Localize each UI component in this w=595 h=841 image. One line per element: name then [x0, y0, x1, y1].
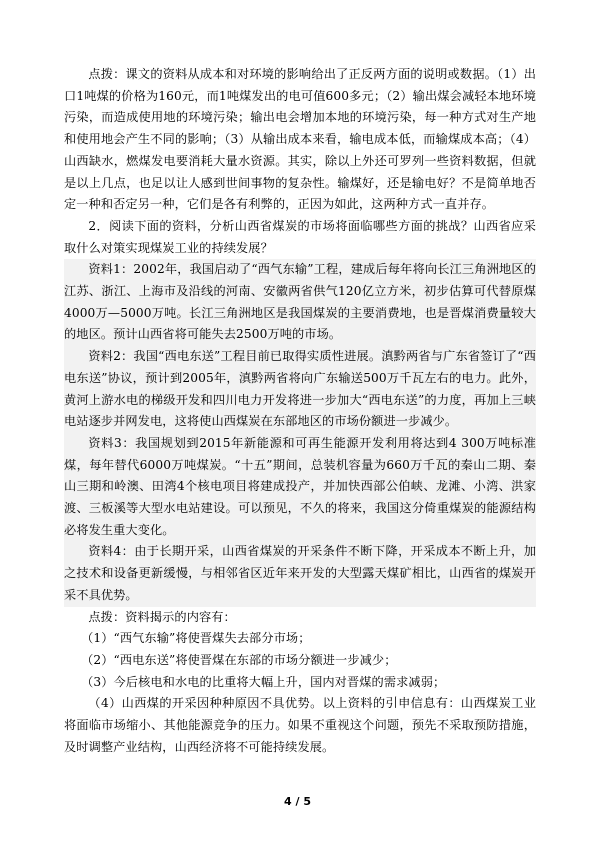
hint-list [64, 628, 536, 693]
paragraph-material-3: 资料3：我国规划到2015年新能源和可再生能源开发利用将达到4 300万吨标准煤，每年替代6000万吨煤炭。“十五”期间，总装机容量为660万千瓦的秦山二期、秦山三期和岭澳、田湾4个核电项目将建成投产，并加快西部公伯峡、龙滩、小湾、洪家渡、三板溪等大型水电站建设。可以预见，不久的将来，我国这分倚重煤炭的能源结构必将发生重大变化。 [64, 433, 536, 542]
page-number: 4 / 5 [284, 795, 311, 808]
paragraph-hint-1: 点拨：课文的资料从成本和对环境的影响给出了正反两方面的说明或数据。（1）出口1吨煤的价格为160元，而1吨煤发出的电可值600多元；（2）输出煤会减轻本地环境污染，而造成使用地的环境污染；输出电会增加本地的环境污染，每一种方式对生产地和使用地会产生不同的影响；（3）从输出成本来看，输电成本低，而输煤成本高；（4）山西缺水，燃煤发电要消耗大量水资源。其实，除以上外还可罗列一些资料数据，但就是以上几点，也足以让人感到世间事物的复杂性。输煤好，还是输电好？不是简单地否定一种和否定另一种，它们是各有利弊的，正因为如此，这两种方式一直并存。 [64, 67, 536, 212]
paragraph-hint-2: 点拨：资料揭示的内容有： [88, 609, 236, 624]
list-item: （1）“西气东输”将使晋煤失去部分市场； [81, 631, 311, 646]
paragraph-question-2: 2．阅读下面的资料，分析山西省煤炭的市场将面临哪些方面的挑战？山西省应采取什么对策实现煤炭工业的持续发展？ [64, 218, 536, 255]
paragraph-conclusion: （4）山西煤的开采因种种原因不具优势。以上资料的引申信息有：山西煤炭工业将面临市场缩小、其他能源竞争的压力。如果不重视这个问题，预先不采取预防措施，及时调整产业结构，山西经济将不可能持续发展。 [64, 696, 536, 754]
list-item: （2）“西电东送”将使晋煤在东部的市场分额进一步减少； [81, 652, 397, 667]
paragraph-material-4: 资料4：由于长期开采，山西省煤炭的开采条件不断下降，开采成本不断上升，加之技术和设备更新缓慢，与相邻省区近年来开发的大型露天煤矿相比，山西省的煤炭开采不具优势。 [64, 541, 536, 606]
list-item: （3）今后核电和水电的比重将大幅上升，国内对晋煤的需求减弱； [81, 674, 446, 689]
document-body [64, 64, 536, 759]
paragraph-material-1: 资料1：2002年，我国启动了“西气东输”工程，建成后每年将向长江三角洲地区的江苏、浙江、上海市及沿线的河南、安徽两省供气120亿立方米，初步估算可代替原煤4000万—5000万吨。长江三角洲地区是我国煤炭的主要消费地，也是晋煤消费量较大的地区。预计山西省将可能失去2500万吨的市场。 [64, 259, 536, 346]
paragraph-material-2: 资料2：我国“西电东送”工程目前已取得实质性进展。滇黔两省与广东省签订了“西电东送”协议，预计到2005年，滇黔两省将向广东输送500万千瓦左右的电力。此外，黄河上游水电的梯级开发和四川电力开发将进一步加大“西电东送”的力度，再加上三峡电站逐步并网发电，这将使山西煤炭在东部地区的市场份额进一步减少。 [64, 346, 536, 433]
